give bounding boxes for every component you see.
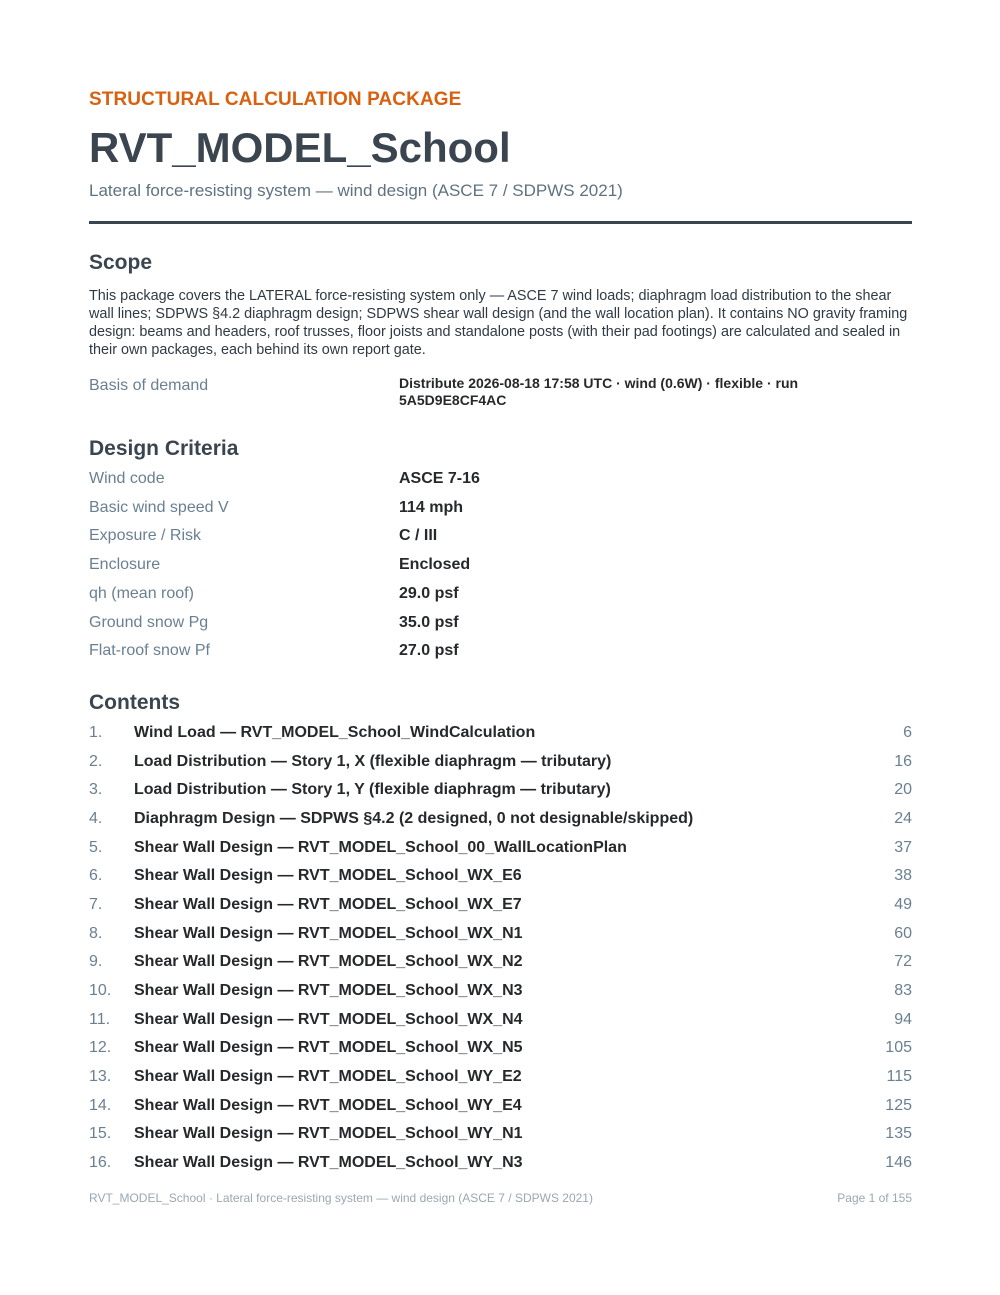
toc-entry-number: 7. (89, 896, 103, 914)
toc-entry-number: 9. (89, 953, 103, 971)
toc-entry-number: 11. (89, 1010, 111, 1028)
toc-entry-title: Shear Wall Design — RVT_MODEL_School_WX_N3 (134, 982, 523, 1000)
toc-entry-title: Wind Load — RVT_MODEL_School_WindCalculation (134, 724, 536, 741)
toc-entry-page: 37 (894, 838, 912, 856)
criteria-label: Flat-roof snow Pf (89, 642, 210, 660)
toc-entry-page: 125 (885, 1096, 912, 1114)
toc-entry-title: Shear Wall Design — RVT_MODEL_School_WY_N1 (134, 1125, 523, 1143)
toc-entry-title: Shear Wall Design — RVT_MODEL_School_00_WallLocationPlan (134, 838, 627, 856)
toc-entry-page: 49 (894, 896, 912, 914)
criteria-value: ASCE 7-16 (399, 470, 480, 487)
toc-entry-number: 4. (89, 810, 103, 827)
toc-entry-title: Shear Wall Design — RVT_MODEL_School_WY_N3 (134, 1154, 523, 1172)
toc-entry-number: 12. (89, 1039, 112, 1057)
criteria-value: 27.0 psf (399, 642, 459, 660)
toc-entry-title: Shear Wall Design — RVT_MODEL_School_WX_N1 (134, 924, 523, 942)
toc-entry-page: 20 (894, 781, 912, 799)
toc-entry-page: 115 (886, 1068, 912, 1086)
toc-entry-number: 2. (89, 752, 103, 770)
scope-paragraph: This package covers the LATERAL force-resisting system only — ASCE 7 wind loads; diaphragm load distribution to the shear wall lines; SDPWS §4.2 diaphragm design; SDPWS shear wall design (and the wall location plan). It contains NO gravity framing design: beams and headers, roof trusses, floor joists and standalone posts (with their pad footings) are calculated and sealed in their own packages, each behind its own report gate. (89, 288, 908, 358)
toc-entry-number: 15. (89, 1125, 112, 1143)
scope-heading: Scope (89, 251, 153, 274)
toc-entry-page: 24 (894, 810, 912, 827)
toc-entry-number: 3. (89, 781, 103, 799)
toc-entry-page: 6 (903, 724, 912, 741)
toc-entry-title: Shear Wall Design — RVT_MODEL_School_WX_N2 (134, 953, 523, 971)
criteria-label: Enclosure (89, 556, 161, 574)
toc-entry-page: 83 (894, 982, 912, 1000)
criteria-value: 114 mph (399, 498, 464, 516)
toc-entry-title: Diaphragm Design — SDPWS §4.2 (2 designed, 0 not designable/skipped) (134, 810, 694, 827)
criteria-value: Enclosed (399, 556, 471, 574)
toc-entry-page: 94 (894, 1010, 912, 1028)
toc-entry-page: 135 (885, 1125, 912, 1143)
document-subtitle: Lateral force-resisting system — wind design (ASCE 7 / SDPWS 2021) (89, 181, 623, 200)
toc-entry-page: 60 (894, 924, 912, 942)
criteria-value: C / III (399, 527, 438, 545)
footer-page-number: Page 1 of 155 (837, 1191, 912, 1205)
toc-entry-title: Shear Wall Design — RVT_MODEL_School_WY_E2 (134, 1068, 522, 1086)
toc-entry-page: 72 (894, 953, 912, 971)
criteria-label: qh (mean roof) (89, 584, 194, 602)
toc-entry-title: Shear Wall Design — RVT_MODEL_School_WX_N5 (134, 1039, 523, 1057)
criteria-label: Wind code (89, 470, 165, 487)
toc-entry-page: 146 (885, 1154, 912, 1172)
toc-entry-title: Shear Wall Design — RVT_MODEL_School_WX_E7 (134, 896, 522, 914)
criteria-value: 35.0 psf (399, 613, 459, 631)
toc-entry-title: Shear Wall Design — RVT_MODEL_School_WX_E6 (134, 867, 522, 885)
toc-entry-title: Load Distribution — Story 1, X (flexible diaphragm — tributary) (134, 752, 612, 770)
toc-entry-number: 6. (89, 867, 103, 885)
toc-entry-page: 38 (894, 867, 912, 885)
design-criteria-heading: Design Criteria (89, 437, 239, 460)
toc-entry-number: 16. (89, 1154, 112, 1172)
criteria-label: Basic wind speed V (89, 498, 229, 516)
toc-entry-number: 5. (89, 838, 103, 856)
toc-entry-page: 16 (894, 752, 912, 770)
toc-entry-number: 14. (89, 1096, 112, 1114)
toc-entry-number: 10. (89, 982, 112, 1000)
toc-entry-number: 1. (89, 724, 103, 741)
toc-entry-title: Shear Wall Design — RVT_MODEL_School_WX_N4 (134, 1010, 523, 1028)
contents-heading: Contents (89, 691, 180, 714)
toc-entry-title: Shear Wall Design — RVT_MODEL_School_WY_E4 (134, 1096, 522, 1114)
toc-entry-number: 13. (89, 1068, 112, 1086)
toc-entry-page: 105 (885, 1039, 912, 1057)
document-kicker: STRUCTURAL CALCULATION PACKAGE (89, 89, 462, 110)
basis-of-demand-value: Distribute 2026-08-18 17:58 UTC · wind (0.6W) · flexible · run 5A5D9E8CF4AC (399, 375, 799, 408)
document-title: RVT_MODEL_School (89, 124, 511, 171)
criteria-label: Exposure / Risk (89, 527, 202, 545)
footer-document-info: RVT_MODEL_School · Lateral force-resisting system — wind design (ASCE 7 / SDPWS 2021) (89, 1191, 593, 1205)
criteria-label: Ground snow Pg (89, 613, 209, 631)
criteria-value: 29.0 psf (399, 584, 459, 602)
basis-of-demand-label: Basis of demand (89, 377, 209, 394)
header-divider (89, 221, 912, 224)
toc-entry-title: Load Distribution — Story 1, Y (flexible diaphragm — tributary) (134, 781, 611, 799)
toc-entry-number: 8. (89, 924, 103, 942)
